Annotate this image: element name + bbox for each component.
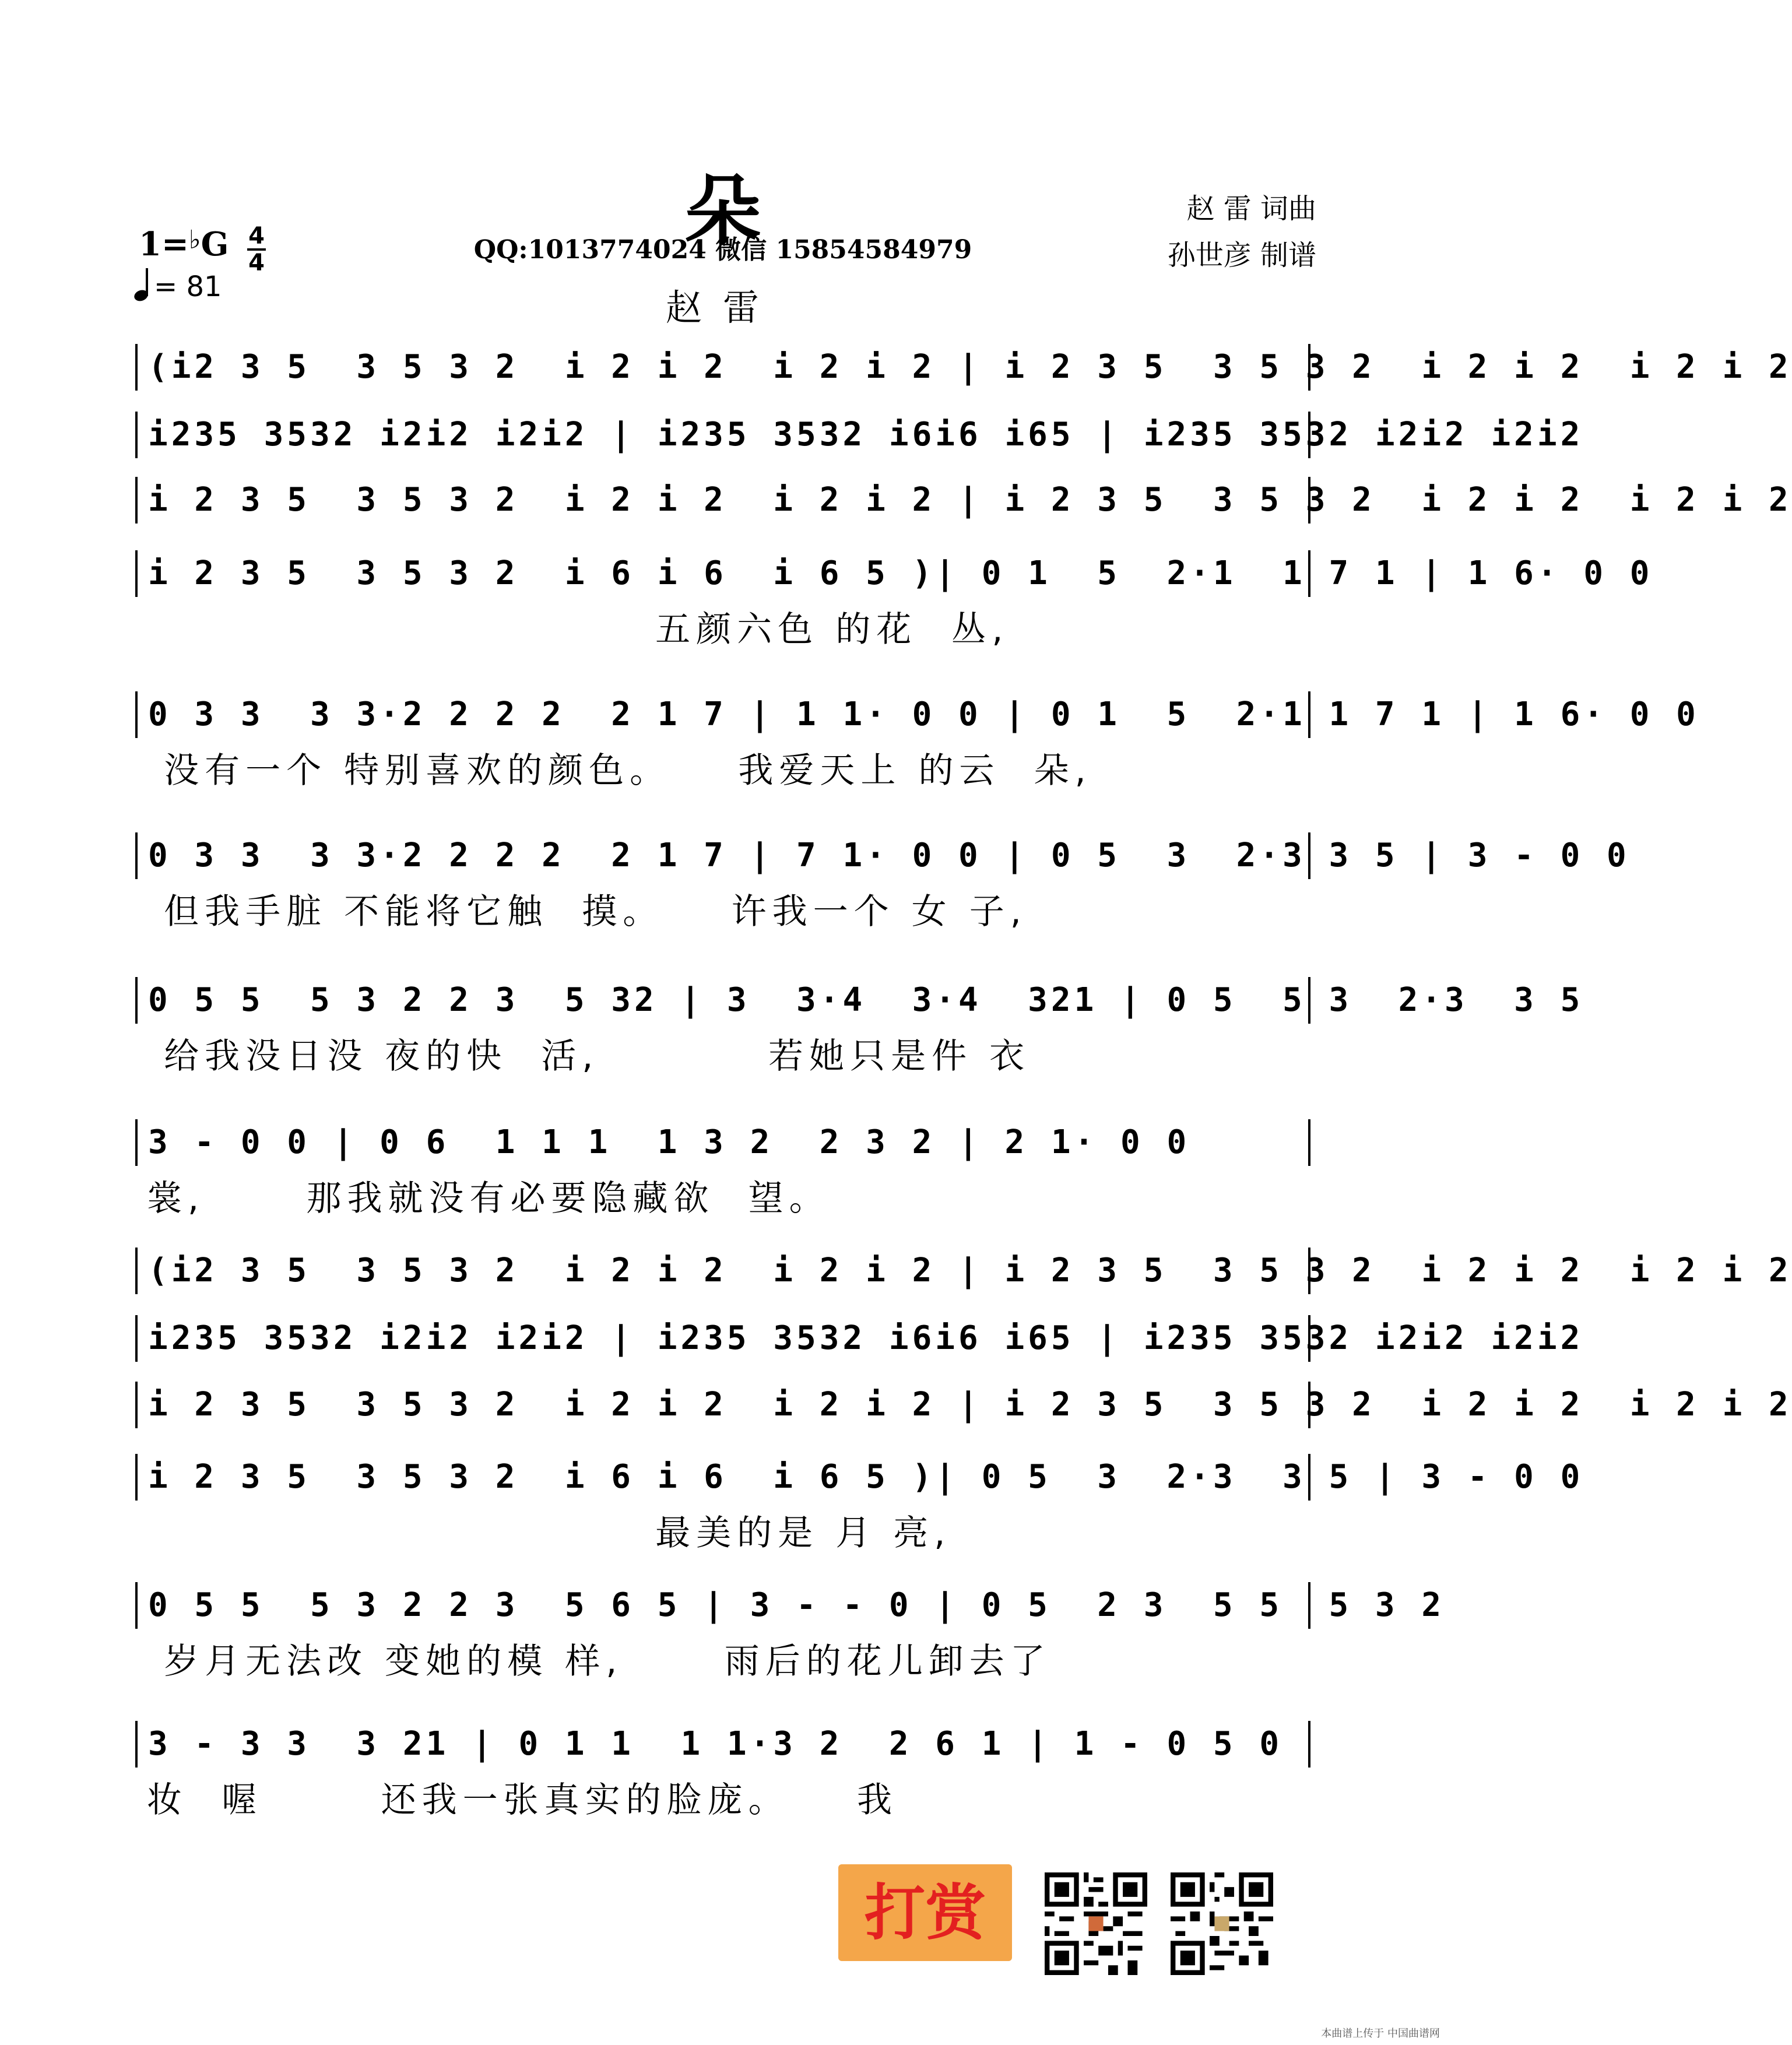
notation-line: 0 3 3 3 3·2 2 2 2 2 1 7 | 7 1· 0 0 | 0 5 3 2·3 3 5 | 3 - 0 0: [135, 832, 1310, 879]
staff-system: [135, 1582, 1445, 1685]
key-note: G: [201, 225, 229, 263]
tempo-value: = 81: [154, 270, 222, 303]
transcriber: 孙世彦 制谱: [1167, 239, 1316, 272]
lyrics-line: 五颜六色 的花 丛,: [147, 609, 1009, 650]
notation-line: i235 3532 i2i2 i2i2 | i235 3532 i6i6 i65 | i235 3532 i2i2 i2i2: [135, 1315, 1310, 1362]
lyrics-line: 岁月无法改 变她的模 样, 雨后的花儿卸去了: [147, 1641, 1051, 1682]
song-title: 朵: [684, 166, 761, 255]
staff-system: [135, 550, 1653, 653]
lyricist-composer: 赵 雷 词曲: [1186, 192, 1316, 225]
notation-line: 0 3 3 3 3·2 2 2 2 2 1 7 | 1 1· 0 0 | 0 1 5 2·1 1 7 1 | 1 6· 0 0: [135, 691, 1310, 738]
lyrics-line: 没有一个 特别喜欢的颜色。 我爱天上 的云 朵,: [147, 750, 1092, 791]
notation-line: i235 3532 i2i2 i2i2 | i235 3532 i6i6 i65 | i235 3532 i2i2 i2i2: [135, 412, 1310, 458]
time-top: 4: [248, 223, 265, 250]
reward-button[interactable]: 打赏: [838, 1864, 1012, 1961]
notation-line: (i2 3 5 3 5 3 2 i 2 i 2 i 2 i 2 | i 2 3 5 3 5 3 2 i 2 i 2 i 2 i 2: [135, 344, 1310, 391]
notation-line: 0 5 5 5 3 2 2 3 5 32 | 3 3·4 3·4 321 | 0 5 5 3 2·3 3 5: [135, 977, 1310, 1024]
lyrics-line: 给我没日没 夜的快 活, 若她只是件 衣: [147, 1036, 1031, 1077]
contact-info: QQ:1013774024 微信 15854584979: [473, 235, 972, 265]
lyrics-line: 妆 喔 还我一张真实的脸庞。 我: [147, 1780, 898, 1821]
notation-line: 0 5 5 5 3 2 2 3 5 6 5 | 3 - - 0 | 0 5 2 3 5 5 5 3 2: [135, 1582, 1310, 1629]
time-bottom: 4: [248, 250, 265, 276]
notation-line: i 2 3 5 3 5 3 2 i 2 i 2 i 2 i 2 | i 2 3 5 3 5 3 2 i 2 i 2 i 2 i 2: [135, 1382, 1310, 1428]
key-prefix: 1=: [139, 225, 189, 263]
singer: 赵雷: [665, 286, 780, 329]
lyrics-line: 但我手脏 不能将它触 摸。 许我一个 女 子,: [147, 891, 1027, 932]
staff-system: [135, 1454, 1584, 1556]
notation-line: i 2 3 5 3 5 3 2 i 6 i 6 i 6 5 )| 0 5 3 2·3 3 5 | 3 - 0 0: [135, 1454, 1310, 1501]
notation-line: (i2 3 5 3 5 3 2 i 2 i 2 i 2 i 2 | i 2 3 5 3 5 3 2 i 2 i 2 i 2 i 2: [135, 1248, 1310, 1294]
staff-system: [135, 832, 1630, 935]
flat-symbol: ♭: [188, 225, 201, 255]
notation-line: 3 - 0 0 | 0 6 1 1 1 1 3 2 2 3 2 | 2 1· 0 0: [135, 1119, 1310, 1166]
notation-line: i 2 3 5 3 5 3 2 i 2 i 2 i 2 i 2 | i 2 3 5 3 5 3 2 i 2 i 2 i 2 i 2: [135, 477, 1310, 523]
lyrics-line: 最美的是 月 亮,: [147, 1513, 951, 1554]
notation-line: 3 - 3 3 3 21 | 0 1 1 1 1·3 2 2 6 1 | 1 - 0 5 0: [135, 1721, 1310, 1768]
staff-system: [135, 977, 1584, 1080]
notation-line: i 2 3 5 3 5 3 2 i 6 i 6 i 6 5 )| 0 1 5 2·1 1 7 1 | 1 6· 0 0: [135, 550, 1310, 597]
staff-system: [135, 1119, 1310, 1222]
footer-watermark: 本曲谱上传于 中国曲谱网: [1321, 2028, 1440, 2040]
staff-system: [135, 691, 1699, 794]
qr-code-icon: [1171, 1872, 1273, 1975]
staff-system: [135, 1721, 1310, 1823]
qr-code-icon: [1045, 1872, 1147, 1975]
lyrics-line: 裳, 那我就没有必要隐藏欲 望。: [147, 1178, 830, 1219]
